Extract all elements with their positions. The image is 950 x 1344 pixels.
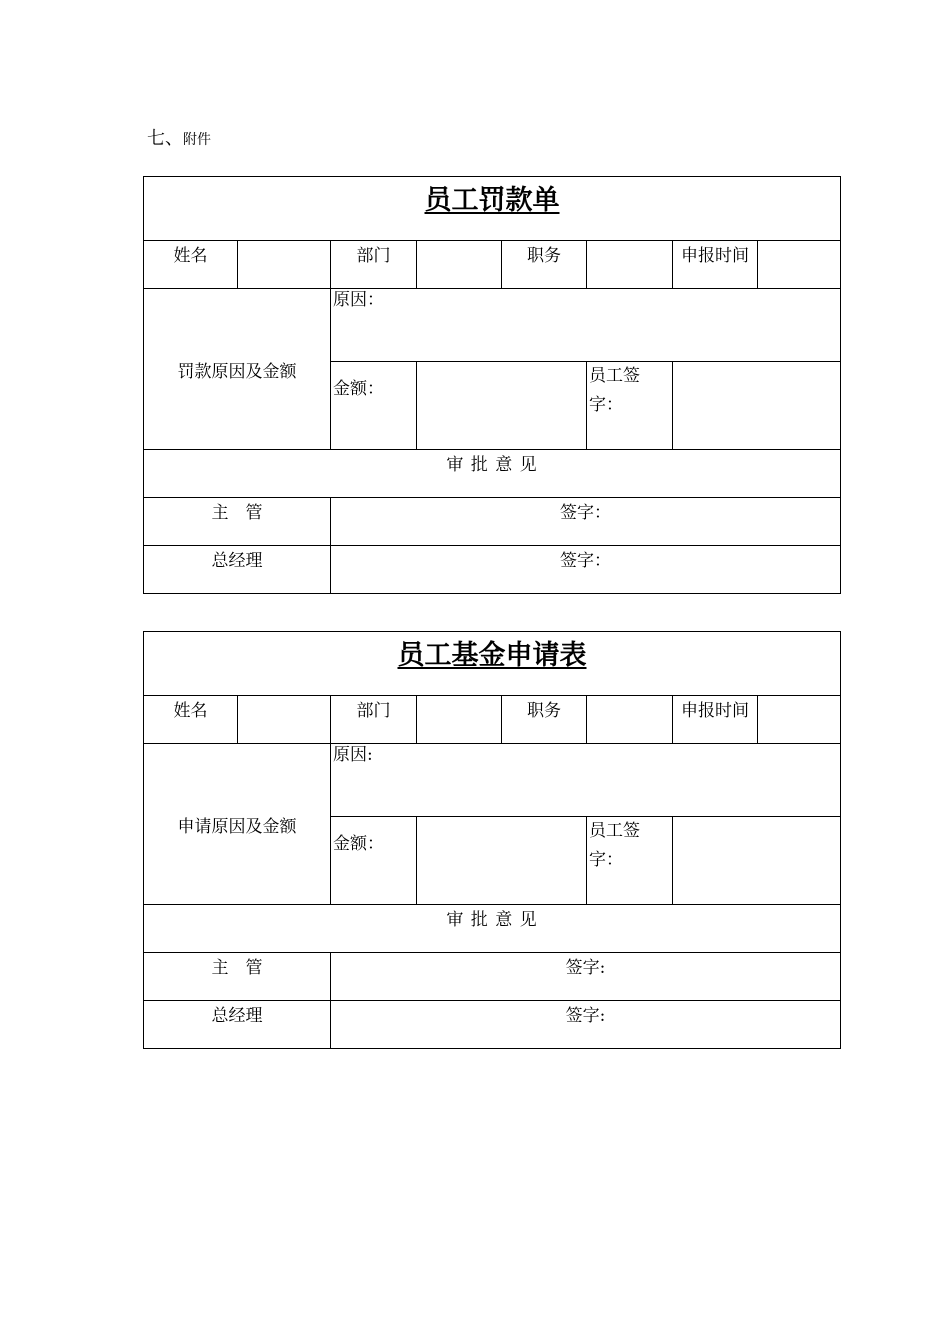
name-label: 姓名 <box>144 696 238 744</box>
amount-field[interactable] <box>417 817 587 905</box>
penalty-form <box>143 176 841 594</box>
heading-text: 附件 <box>183 132 211 148</box>
reason-label: 原因： <box>333 290 384 310</box>
supervisor-label: 主 管 <box>144 953 331 1001</box>
gm-label: 总经理 <box>144 546 331 594</box>
section-label: 罚款原因及金额 <box>144 289 331 450</box>
section-heading <box>147 124 211 150</box>
supervisor-sign-label: 签字： <box>560 503 611 523</box>
date-field[interactable] <box>758 696 841 744</box>
reason-field[interactable] <box>331 289 841 362</box>
amount-label: 金额： <box>333 834 384 854</box>
supervisor-sign-field[interactable] <box>331 498 841 546</box>
supervisor-label: 主 管 <box>144 498 331 546</box>
supervisor-sign-label: 签字: <box>565 958 606 978</box>
employee-sign-label: 员工签字： <box>587 362 673 450</box>
date-label: 申报时间 <box>673 241 758 289</box>
section-label: 申请原因及金额 <box>144 744 331 905</box>
date-label: 申报时间 <box>673 696 758 744</box>
department-field[interactable] <box>417 241 502 289</box>
supervisor-sign-field[interactable] <box>331 953 841 1001</box>
department-field[interactable] <box>417 696 502 744</box>
name-field[interactable] <box>238 241 331 289</box>
date-field[interactable] <box>758 241 841 289</box>
position-label: 职务 <box>502 241 587 289</box>
gm-sign-field[interactable] <box>331 546 841 594</box>
amount-field[interactable] <box>417 362 587 450</box>
form-title: 员工罚款单 <box>424 185 560 216</box>
form-title: 员工基金申请表 <box>397 640 587 671</box>
name-field[interactable] <box>238 696 331 744</box>
employee-sign-field[interactable] <box>673 362 841 450</box>
approval-header: 审 批 意 见 <box>144 905 841 953</box>
position-field[interactable] <box>587 241 673 289</box>
gm-label: 总经理 <box>144 1001 331 1049</box>
amount-label: 金额： <box>333 379 384 399</box>
position-field[interactable] <box>587 696 673 744</box>
approval-header: 审 批 意 见 <box>144 450 841 498</box>
reason-field[interactable] <box>331 744 841 817</box>
gm-sign-field[interactable] <box>331 1001 841 1049</box>
amount-label-cell <box>331 362 417 450</box>
gm-sign-label: 签字： <box>560 551 611 571</box>
form-title-cell <box>144 632 841 696</box>
heading-number: 七、 <box>147 128 183 149</box>
position-label: 职务 <box>502 696 587 744</box>
department-label: 部门 <box>331 241 417 289</box>
gm-sign-label: 签字: <box>565 1006 606 1026</box>
reason-label: 原因: <box>333 745 373 765</box>
amount-label-cell <box>331 817 417 905</box>
form-title-cell <box>144 177 841 241</box>
employee-sign-label: 员工签字： <box>587 817 673 905</box>
employee-sign-field[interactable] <box>673 817 841 905</box>
department-label: 部门 <box>331 696 417 744</box>
fund-application-form <box>143 631 841 1049</box>
name-label: 姓名 <box>144 241 238 289</box>
